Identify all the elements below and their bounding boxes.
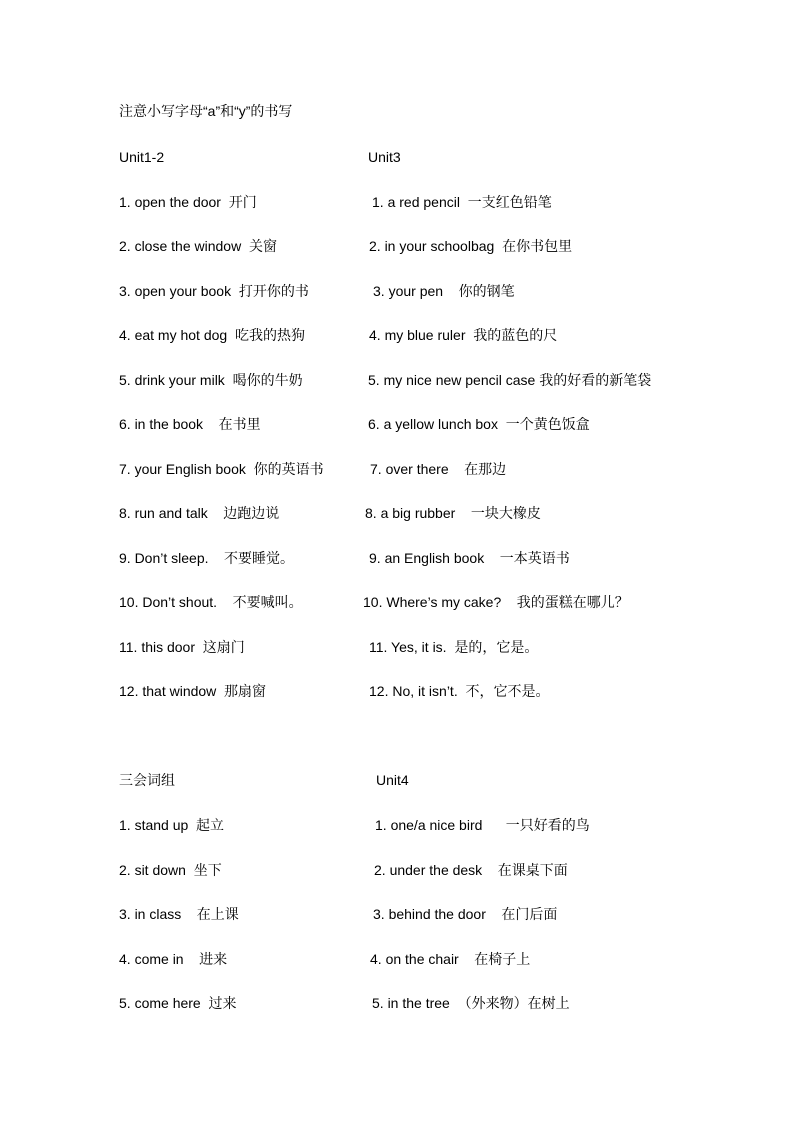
note-text: 注意小写字母“a”和“y”的书写 <box>119 103 293 119</box>
unit3-item: 10. Where’s my cake? 我的蛋糕在哪儿？ <box>363 594 629 610</box>
unit3-item: 12. No, it isn’t. 不，它不是。 <box>369 683 550 699</box>
unit12-item: 12. that window 那扇窗 <box>119 683 267 699</box>
phrase-item: 3. in class 在上课 <box>119 906 239 922</box>
unit3-item: 2. in your schoolbag 在你书包里 <box>369 238 573 254</box>
unit12-item: 11. this door 这扇门 <box>119 639 245 655</box>
phrase-item: 4. come in 进来 <box>119 951 228 967</box>
unit12-item: 3. open your book 打开你的书 <box>119 283 309 299</box>
unit3-item: 5. my nice new pencil case 我的好看的新笔袋 <box>368 372 652 388</box>
unit12-item: 8. run and talk 边跑边说 <box>119 505 280 521</box>
unit3-item: 7. over there 在那边 <box>370 461 507 477</box>
unit3-item: 4. my blue ruler 我的蓝色的尺 <box>369 327 558 343</box>
unit3-item: 8. a big rubber 一块大橡皮 <box>365 505 541 521</box>
unit3-item: 6. a yellow lunch box 一个黄色饭盒 <box>368 416 590 432</box>
section1-left-header: Unit1-2 <box>119 149 165 165</box>
unit12-item: 7. your English book 你的英语书 <box>119 461 324 477</box>
unit12-item: 1. open the door 开门 <box>119 194 257 210</box>
unit4-item: 5. in the tree （外来物）在树上 <box>372 995 570 1011</box>
unit12-item: 9. Don’t sleep. 不要睡觉。 <box>119 550 295 566</box>
phrase-item: 5. come here 过来 <box>119 995 237 1011</box>
unit12-item: 4. eat my hot dog 吃我的热狗 <box>119 327 305 343</box>
section2-right-header: Unit4 <box>376 772 409 788</box>
unit4-item: 4. on the chair 在椅子上 <box>370 951 531 967</box>
unit3-item: 11. Yes, it is. 是的，它是。 <box>369 639 539 655</box>
unit4-item: 3. behind the door 在门后面 <box>373 906 558 922</box>
section1-right-header: Unit3 <box>368 149 401 165</box>
unit12-item: 10. Don’t shout. 不要喊叫。 <box>119 594 303 610</box>
phrase-item: 2. sit down 坐下 <box>119 862 222 878</box>
unit4-item: 2. under the desk 在课桌下面 <box>374 862 568 878</box>
unit3-item: 3. your pen 你的钢笔 <box>373 283 515 299</box>
unit12-item: 6. in the book 在书里 <box>119 416 261 432</box>
unit4-item: 1. one/a nice bird 一只好看的鸟 <box>375 817 590 833</box>
unit12-item: 2. close the window 关窗 <box>119 238 277 254</box>
unit3-item: 9. an English book 一本英语书 <box>369 550 570 566</box>
section2-left-header: 三会词组 <box>119 772 175 788</box>
unit12-item: 5. drink your milk 喝你的牛奶 <box>119 372 303 388</box>
phrase-item: 1. stand up 起立 <box>119 817 225 833</box>
unit3-item: 1. a red pencil 一支红色铅笔 <box>372 194 552 210</box>
